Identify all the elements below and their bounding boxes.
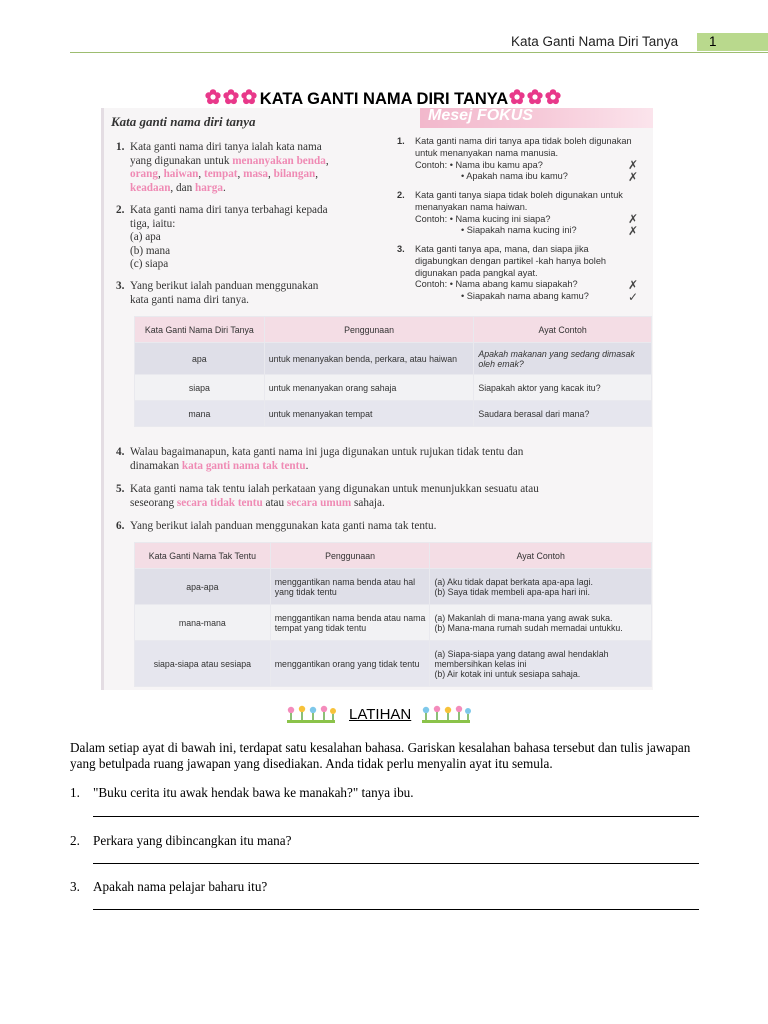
question-2: 2. Perkara yang dibincangkan itu mana?: [70, 833, 292, 848]
flower-icon: [223, 89, 239, 105]
latihan-label: LATIHAN: [349, 705, 412, 723]
flower-icon: [545, 89, 561, 105]
question-3: 3. Apakah nama pelajar baharu itu?: [70, 879, 268, 894]
cross-mark-icon: ✗: [628, 170, 639, 184]
cross-mark-icon: ✗: [628, 158, 639, 172]
table-kata-ganti-tak-tentu: [134, 542, 652, 687]
paragraph-4: 4. Walau bagaimanapun, kata ganti nama ini juga digunakan untuk rujukan tidak tentu dan dinamakan kata ganti nama tak tentu.: [116, 446, 524, 472]
flower-pot-icon: [420, 704, 472, 724]
fokus-item-2: 2. Kata ganti tanya siapa tidak boleh digunakan untuk menanyakan nama haiwan. Contoh: • Nama kucing ini siapa? • Siapakah nama kucing ini?: [397, 190, 623, 236]
fokus-banner-text: Mesej FOKUS: [428, 108, 533, 124]
table-row: mana-mana menggantikan nama benda atau nama tempat yang tidak tentu (a) Makanlah di mana-mana yang awak suka. (b) Mana-mana rumah sudah memadai untukku.: [135, 605, 652, 641]
header-rule: [70, 52, 768, 53]
table-row: apa untuk menanyakan benda, perkara, atau haiwan Apakah makanan yang sedang dimasak oleh emak?: [135, 343, 652, 375]
fokus-item-3: 3. Kata ganti tanya apa, mana, dan siapa jika digabungkan dengan partikel -kah hanya boleh digunakan pada pangkal ayat. Contoh: • Nama abang kamu siapakah? • Siapakah nama abang kamu?: [397, 244, 607, 302]
flower-icon: [509, 89, 525, 105]
answer-line-2[interactable]: [93, 863, 699, 864]
fokus-item-1: 1. Kata ganti nama diri tanya apa tidak boleh digunakan untuk menanyakan nama manusia. Contoh: • Nama ibu kamu apa? • Apakah nama ibu kamu?: [397, 136, 632, 182]
table-header: Kata Ganti Nama Tak Tentu: [135, 543, 271, 569]
flower-icon: [241, 89, 257, 105]
flower-pot-icon: [285, 704, 337, 724]
paragraph-3: 3. Yang berikut ialah panduan menggunakan kata ganti nama diri tanya.: [116, 280, 319, 306]
table-row: mana untuk menanyakan tempat Saudara berasal dari mana?: [135, 401, 652, 427]
table-header: Ayat Contoh: [430, 543, 652, 569]
answer-line-3[interactable]: [93, 909, 699, 910]
table-row: siapa-siapa atau sesiapa menggantikan orang yang tidak tentu (a) Siapa-siapa yang datang awal hendaklah membersihkan kelas ini (b) Air kotak ini untuk sesiapa sahaja.: [135, 641, 652, 687]
table-kata-ganti-tanya: [134, 316, 652, 427]
check-mark-icon: ✓: [628, 290, 639, 304]
fokus-banner: [420, 108, 653, 128]
question-1: 1. "Buku cerita itu awak hendak bawa ke manakah?" tanya ibu.: [70, 785, 414, 800]
table-row: siapa untuk menanyakan orang sahaja Siapakah aktor yang kacak itu?: [135, 375, 652, 401]
cross-mark-icon: ✗: [628, 278, 639, 292]
flower-icon: [205, 89, 221, 105]
paragraph-6: 6. Yang berikut ialah panduan menggunakan kata ganti nama tak tentu.: [116, 520, 437, 532]
instructions: Dalam setiap ayat di bawah ini, terdapat satu kesalahan bahasa. Gariskan kesalahan bahasa tersebut dan tulis jawapan yang betulpada ruang jawapan yang disediakan. Anda tidak perlu menyalin ayat itu semula.: [70, 740, 691, 771]
cross-mark-icon: ✗: [628, 224, 639, 238]
header-title: Kata Ganti Nama Diri Tanya: [511, 34, 679, 49]
paragraph-2: 2. Kata ganti nama diri tanya terbahagi kepada tiga, iaitu: (a) apa (b) mana (c) siapa: [116, 204, 328, 271]
table-header: Ayat Contoh: [474, 317, 652, 343]
answer-line-1[interactable]: [93, 816, 699, 817]
page-number: 1: [709, 34, 717, 49]
page-title-text: KATA GANTI NAMA DIRI TANYA: [259, 89, 509, 108]
paragraph-5: 5. Kata ganti nama tak tentu ialah perkataan yang digunakan untuk menunjukkan sesuatu atau seseorang secara tidak tentu atau secara umum sahaja.: [116, 483, 539, 509]
cross-mark-icon: ✗: [628, 212, 639, 226]
page-number-box: [697, 33, 768, 51]
table-header: Penggunaan: [264, 317, 474, 343]
latihan-heading: [285, 704, 472, 724]
scan-edge: [101, 108, 104, 690]
paragraph-1: 1. Kata ganti nama diri tanya ialah kata nama yang digunakan untuk menanyakan benda, orang, haiwan, tempat, masa, bilangan, keadaan, dan harga.: [116, 141, 329, 194]
table-header: Kata Ganti Nama Diri Tanya: [135, 317, 265, 343]
table-row: apa-apa menggantikan nama benda atau hal yang tidak tentu (a) Aku tidak dapat berkata apa-apa lagi. (b) Saya tidak membeli apa-apa hari ini.: [135, 569, 652, 605]
table-header: Penggunaan: [270, 543, 430, 569]
section-heading: Kata ganti nama diri tanya: [111, 114, 256, 129]
flower-group-right: [509, 89, 563, 110]
textbook-scan: [101, 108, 653, 690]
flower-group-left: [205, 89, 259, 110]
flower-icon: [527, 89, 543, 105]
